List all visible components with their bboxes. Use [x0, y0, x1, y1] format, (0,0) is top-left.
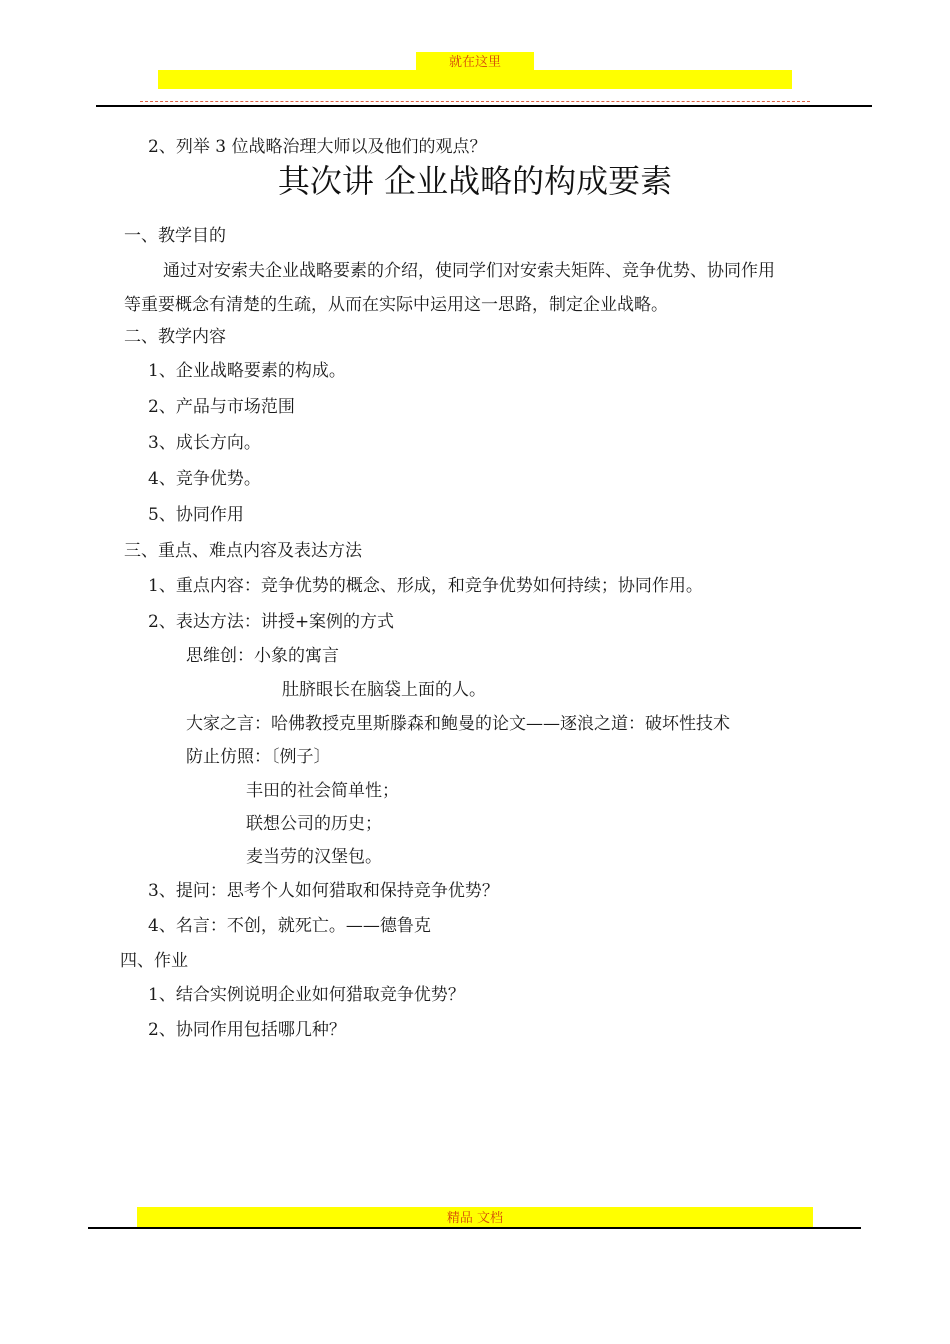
previous-question: 2、列举 3 位战略治理大师以及他们的观点？ — [148, 137, 487, 157]
section-1-paragraph-line-2: 等重要概念有清楚的生疏，从而在实际中运用这一思路，制定企业战略。 — [124, 295, 668, 315]
list-item: 3、成长方向。 — [148, 433, 261, 453]
thinking-fable-detail: 肚脐眼长在脑袋上面的人。 — [282, 680, 486, 700]
list-item: 2、表达方法：讲授+案例的方式 — [148, 612, 395, 632]
section-1-heading: 一、教学目的 — [124, 226, 226, 246]
list-item: 2、产品与市场范围 — [148, 397, 295, 417]
list-item: 4、竞争优势。 — [148, 469, 261, 489]
list-item: 1、结合实例说明企业如何猎取竞争优势？ — [148, 985, 465, 1005]
example-item: 麦当劳的汉堡包。 — [246, 847, 382, 867]
list-item: 1、重点内容：竞争优势的概念、形成，和竞争优势如何持续；协同作用。 — [148, 576, 703, 596]
section-2-heading: 二、教学内容 — [124, 327, 226, 347]
footer-rule — [88, 1227, 861, 1229]
header-rule — [96, 105, 872, 107]
example-item: 丰田的社会简单性； — [246, 781, 399, 801]
thinking-fable: 思维创：小象的寓言 — [186, 646, 339, 666]
section-3-heading: 三、重点、难点内容及表达方法 — [124, 541, 362, 561]
page-title: 其次讲 企业战略的构成要素 — [277, 162, 673, 200]
example-item: 联想公司的历史； — [246, 814, 382, 834]
list-item: 4、名言：不创，就死亡。——德鲁克 — [148, 916, 431, 936]
list-item: 1、企业战略要素的构成。 — [148, 361, 346, 381]
header-tab: 就在这里 — [416, 52, 534, 73]
section-1-paragraph-line-1: 通过对安索夫企业战略要素的介绍，使同学们对安索夫矩阵、竞争优势、协同作用 — [163, 261, 775, 281]
prevent-imitation: 防止仿照：〔例子〕 — [186, 747, 331, 767]
footer-label: 精品 文档 — [137, 1207, 813, 1227]
section-4-heading: 四、作业 — [120, 951, 188, 971]
expert-words: 大家之言：哈佛教授克里斯滕森和鲍曼的论文——逐浪之道：破坏性技术 — [186, 714, 730, 734]
list-item: 3、提问：思考个人如何猎取和保持竞争优势？ — [148, 881, 499, 901]
list-item: 2、协同作用包括哪几种？ — [148, 1020, 346, 1040]
header-dashed-rule — [140, 101, 810, 102]
list-item: 5、协同作用 — [148, 505, 244, 525]
